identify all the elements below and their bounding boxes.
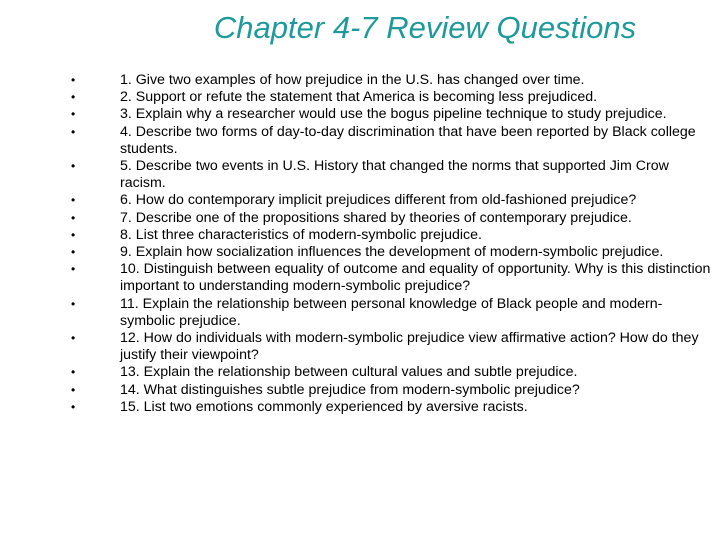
question-text: 12. How do individuals with modern-symbolic prejudice view affirmative action? How do they justify their viewpoint? xyxy=(120,330,699,364)
bullet-icon: • xyxy=(71,262,76,277)
bullet-icon: • xyxy=(71,245,76,260)
question-text: 1. Give two examples of how prejudice in the U.S. has changed over time. xyxy=(120,72,585,88)
list-item xyxy=(0,89,720,106)
list-item xyxy=(0,192,720,209)
list-item xyxy=(0,227,720,244)
bullet-icon: • xyxy=(71,159,76,174)
question-text: 2. Support or refute the statement that America is becoming less prejudiced. xyxy=(120,89,598,106)
bullet-icon: • xyxy=(71,107,76,122)
list-item xyxy=(0,210,720,227)
question-text: 9. Explain how socialization influences the development of modern-symbolic prejudice. xyxy=(120,244,664,261)
bullet-icon: • xyxy=(71,399,76,414)
question-text: 8. List three characteristics of modern-symbolic prejudice. xyxy=(120,226,482,243)
question-text: 4. Describe two forms of day-to-day discrimination that have been reported by Black college students. xyxy=(120,123,696,157)
question-text: 5. Describe two events in U.S. History that changed the norms that supported Jim Crow racism. xyxy=(120,158,669,192)
list-item xyxy=(0,364,720,381)
question-text: 7. Describe one of the propositions shared by theories of contemporary prejudice. xyxy=(120,209,632,226)
question-text: 13. Explain the relationship between cultural values and subtle prejudice. xyxy=(120,364,578,381)
bullet-icon: • xyxy=(71,296,76,311)
bullet-icon: • xyxy=(71,210,76,225)
list-item xyxy=(0,330,720,364)
question-text: 15. List two emotions commonly experienced by aversive racists. xyxy=(120,398,528,415)
bullet-icon: • xyxy=(71,73,76,87)
list-item xyxy=(0,399,720,416)
bullet-icon: • xyxy=(71,193,76,208)
bullet-icon: • xyxy=(71,382,76,397)
bullet-icon: • xyxy=(71,227,76,242)
list-item xyxy=(0,124,720,158)
question-text: 10. Distinguish between equality of outcome and equality of opportunity. Why is this distinction important to understanding modern-symbolic prejudice? xyxy=(120,261,711,295)
bullet-icon: • xyxy=(71,124,76,139)
list-item xyxy=(0,106,720,123)
list-item xyxy=(0,72,720,89)
list-item xyxy=(0,261,720,295)
bullet-icon: • xyxy=(71,331,76,346)
list-item xyxy=(0,158,720,192)
question-list xyxy=(0,72,720,416)
list-item xyxy=(0,244,720,261)
bullet-icon: • xyxy=(71,90,76,105)
list-item xyxy=(0,382,720,399)
question-text: 6. How do contemporary implicit prejudices different from old-fashioned prejudice? xyxy=(120,192,637,209)
slide-title: Chapter 4-7 Review Questions xyxy=(213,10,637,45)
bullet-icon: • xyxy=(71,365,76,380)
question-text: 14. What distinguishes subtle prejudice from modern-symbolic prejudice? xyxy=(120,381,580,398)
list-item xyxy=(0,296,720,330)
question-text: 3. Explain why a researcher would use the bogus pipeline technique to study prejudice. xyxy=(120,106,667,123)
question-text: 11. Explain the relationship between personal knowledge of Black people and modern-symbolic prejudice. xyxy=(120,295,663,329)
